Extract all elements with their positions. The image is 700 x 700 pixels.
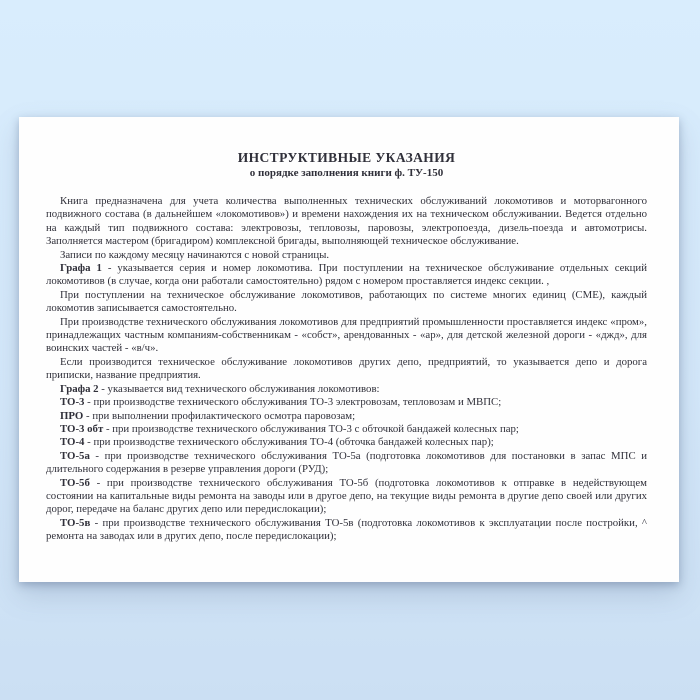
paragraph-lead: Графа 1 [60, 262, 102, 275]
paragraph [46, 436, 647, 449]
paragraph [46, 195, 647, 249]
document-body [46, 195, 647, 544]
paragraph-text: При производстве технического обслуживания локомотивов для предприятий промышленности проставляется индекс «пром», принадлежащих частным компаниям-собственникам - «собст», арендованных - «ар», для детской железной дороги - «джд», для воинских частей - «в/ч». [46, 315, 647, 355]
paragraph-lead: ТО-5б [60, 476, 90, 489]
paragraph [46, 410, 647, 423]
paragraph-text: - при производстве технического обслуживания ТО-4 (обточка бандажей колесных пар); [84, 436, 494, 449]
paragraph [46, 316, 647, 356]
paragraph [46, 477, 647, 517]
paragraph-text: - при выполнении профилактического осмотра паровозам; [83, 409, 356, 422]
paragraph-text: Записи по каждому месяцу начинаются с новой страницы. [60, 248, 330, 261]
paragraph [46, 383, 647, 396]
paragraph-lead: Графа 2 [60, 382, 99, 395]
paragraph-lead: ТО-5а [60, 449, 90, 462]
paragraph-text: - при производстве технического обслуживания ТО-5в (подготовка локомотивов к эксплуатации после постройки, ^ ремонта на заводах или в других депо, после передислокации); [46, 516, 647, 543]
paragraph-lead: ПРО [60, 409, 84, 422]
paragraph-text: - указывается серия и номер локомотива. При поступлении на техническое обслуживание отдельных секций локомотивов (в случае, когда они работали самостоятельно) рядом с номером проставляется индекс секции. , [46, 262, 647, 288]
paragraph [46, 450, 647, 477]
paragraph-lead: ТО-3 [60, 396, 85, 409]
paragraph [46, 262, 647, 289]
paragraph [46, 289, 647, 316]
paragraph [46, 396, 647, 409]
paragraph-text: - при производстве технического обслуживания ТО-5б (подготовка локомотивов к отправке в недействующем состоянии на капитальные виды ремонта на заводы или в другое депо, на текущие виды ремонта в другие депо своей или других дорог, передаче на баланс других депо или передислокации); [46, 476, 647, 516]
paragraph [46, 356, 647, 383]
paragraph-lead: ТО-4 [60, 436, 85, 449]
paragraph-text: - при производстве технического обслуживания ТО-5а (подготовка локомотивов для постановки в запас МПС и длительного содержания в резерве управления дороги (РУД); [46, 449, 647, 476]
paragraph-text: - при производстве технического обслуживания ТО-3 электровозам, тепловозам и МВПС; [84, 396, 502, 409]
paragraph-lead: ТО-5в [60, 516, 91, 529]
document-title: ИНСТРУКТИВНЫЕ УКАЗАНИЯ [237, 150, 456, 165]
paragraph [46, 517, 647, 544]
paragraph [46, 423, 647, 436]
document-page [19, 117, 679, 582]
paragraph-text: Книга предназначена для учета количества выполненных технических обслуживаний локомотивов и моторвагонного подвижного состава (в дальнейшем «локомотивов») и времени нахождения их на техническом обслуживании. Ведется отдельно на каждый тип подвижного состава: электровозы, тепловозы, паровозы, электропоезда, дизель-поезда и автомотрисы. Заполняется мастером (бригадиром) комплексной бригады, выполняющей техническое обслуживание. [46, 195, 647, 248]
paragraph-text: - при производстве технического обслуживания ТО-3 с обточкой бандажей колесных пар; [103, 422, 519, 435]
document-subtitle: о порядке заполнения книги ф. ТУ-150 [249, 167, 444, 179]
paragraph-text: - указывается вид технического обслуживания локомотивов: [98, 382, 380, 395]
paragraph [46, 249, 647, 262]
paragraph-text: Если производится техническое обслуживание локомотивов других депо, предприятий, то указывается депо и дорога приписки, название предприятия. [46, 355, 647, 382]
paragraph-text: При поступлении на техническое обслуживание локомотивов, работающих по системе многих единиц (СМЕ), каждый локомотив записывается самостоятельно. [46, 288, 647, 315]
paragraph-lead: ТО-3 обт [60, 422, 104, 435]
